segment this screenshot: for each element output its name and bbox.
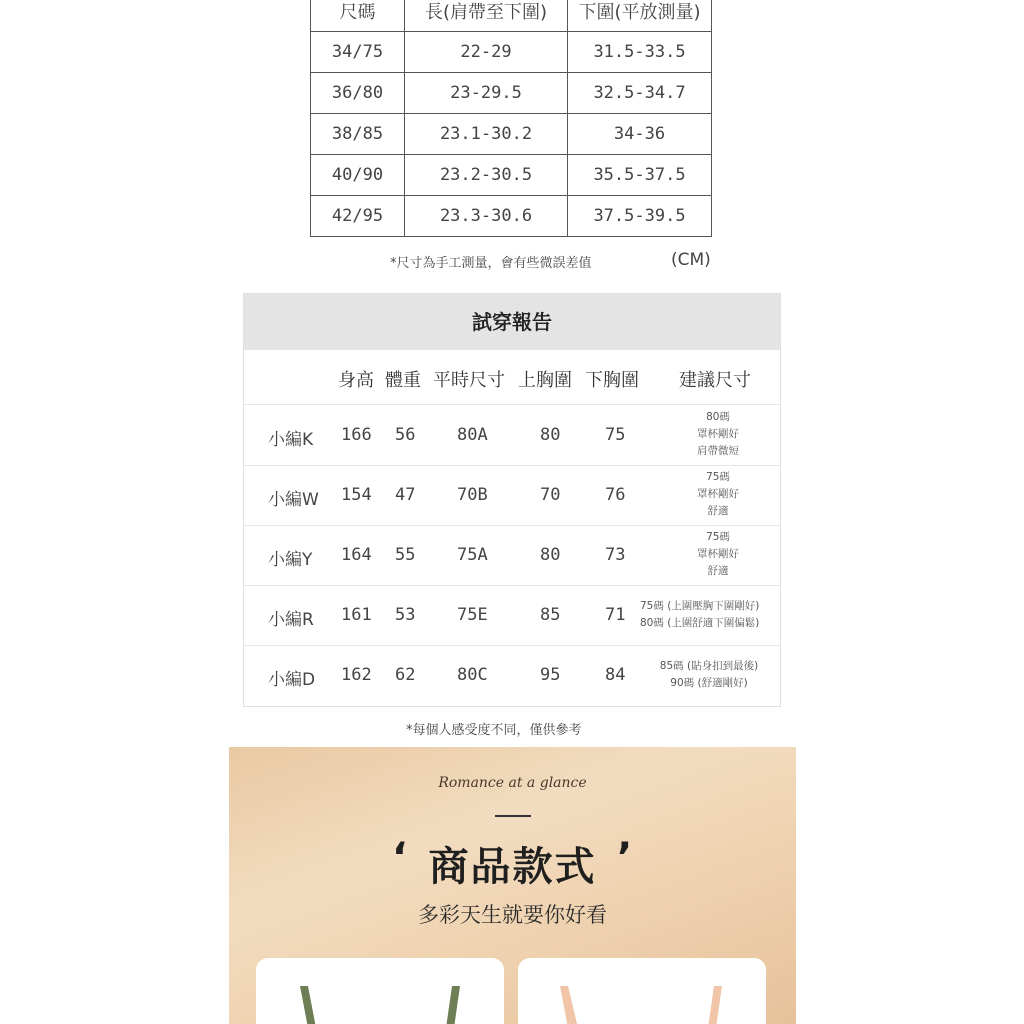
tester-under-bust: 73 (605, 545, 626, 565)
trial-report-header-row (244, 350, 780, 405)
pink-bra-image (518, 958, 766, 1024)
length-cell: 23.3-30.6 (405, 196, 568, 237)
trial-report-row (244, 585, 780, 646)
tester-weight: 56 (395, 425, 416, 445)
tester-weight: 53 (395, 605, 416, 625)
tester-under-bust: 75 (605, 425, 626, 445)
suggestion-line: 舒適 (707, 505, 729, 517)
tester-usual-size: 75A (457, 545, 488, 565)
suggested-size (644, 658, 774, 692)
suggestion-line: 75碼 (706, 471, 730, 483)
size-chart-header: 長(肩帶至下圍) (405, 0, 568, 32)
suggested-size (674, 529, 762, 580)
banner-divider (495, 815, 531, 817)
length-cell: 23.2-30.5 (405, 155, 568, 196)
underband-cell: 31.5-33.5 (568, 32, 712, 73)
trial-report-title: 試穿報告 (244, 294, 780, 350)
tester-name: 小編Y (268, 550, 313, 570)
product-style-banner (229, 747, 796, 1024)
size-chart-row (311, 114, 712, 155)
header-height: 身高 (338, 370, 374, 391)
close-quote-mark: ’ (617, 835, 633, 881)
tester-height: 161 (341, 605, 372, 625)
size-chart-row (311, 155, 712, 196)
suggestion-line: 罩杯剛好 (697, 548, 739, 560)
underband-cell: 32.5-34.7 (568, 73, 712, 114)
suggestion-line: 罩杯剛好 (697, 428, 739, 440)
tester-name: 小編R (268, 610, 314, 630)
suggestion-line: 75碼 (上圍壓胸下圍剛好) (640, 600, 760, 612)
tester-upper-bust: 85 (540, 605, 561, 625)
size-chart-table (310, 0, 712, 237)
suggestion-line: 罩杯剛好 (697, 488, 739, 500)
reference-note: *每個人感受度不同，僅供參考 (406, 723, 582, 738)
banner-title: 商品款式 (428, 844, 597, 890)
tester-weight: 55 (395, 545, 416, 565)
trial-report-row (244, 645, 780, 705)
header-upper-bust: 上胸圍 (518, 370, 572, 391)
tester-usual-size: 75E (457, 605, 488, 625)
header-under-bust: 下胸圍 (585, 370, 639, 391)
size-chart-row (311, 73, 712, 114)
tester-height: 162 (341, 665, 372, 685)
tester-weight: 47 (395, 485, 416, 505)
tester-upper-bust: 80 (540, 545, 561, 565)
tester-name: 小編K (268, 430, 314, 450)
tester-under-bust: 76 (605, 485, 626, 505)
size-chart-row (311, 196, 712, 237)
banner-tagline: 多彩天生就要你好看 (418, 903, 607, 927)
size-chart-row (311, 32, 712, 73)
tester-upper-bust: 95 (540, 665, 561, 685)
suggested-size (640, 598, 780, 632)
underband-cell: 35.5-37.5 (568, 155, 712, 196)
size-chart-header-row (311, 0, 712, 32)
tester-height: 154 (341, 485, 372, 505)
tester-upper-bust: 70 (540, 485, 561, 505)
trial-report-row (244, 405, 780, 466)
header-suggested-size: 建議尺寸 (679, 370, 751, 391)
tester-height: 166 (341, 425, 372, 445)
size-cell: 34/75 (311, 32, 405, 73)
tester-usual-size: 80A (457, 425, 488, 445)
suggestion-line: 75碼 (706, 531, 730, 543)
tester-height: 164 (341, 545, 372, 565)
size-cell: 36/80 (311, 73, 405, 114)
tester-name: 小編D (268, 670, 316, 690)
tester-under-bust: 71 (605, 605, 626, 625)
product-card-pink[interactable] (518, 958, 766, 1024)
suggested-size (674, 469, 762, 520)
product-card-green[interactable] (256, 958, 504, 1024)
tester-under-bust: 84 (605, 665, 626, 685)
suggestion-line: 90碼 (舒適剛好) (670, 677, 748, 689)
size-chart-header: 尺碼 (311, 0, 405, 32)
underband-cell: 34-36 (568, 114, 712, 155)
suggestion-line: 80碼 (上圍舒適下圍偏鬆) (640, 617, 760, 629)
banner-subtitle: Romance at a glance (438, 775, 587, 791)
trial-report-table (243, 293, 781, 707)
header-usual-size: 平時尺寸 (433, 370, 505, 391)
suggestion-line: 80碼 (706, 411, 730, 423)
measurement-note: *尺寸為手工測量，會有些微誤差值 (390, 256, 592, 271)
size-chart-header: 下圍(平放測量) (568, 0, 712, 32)
length-cell: 22-29 (405, 32, 568, 73)
trial-report-row (244, 465, 780, 526)
suggestion-line: 舒適 (707, 565, 729, 577)
size-cell: 40/90 (311, 155, 405, 196)
tester-name: 小編W (268, 490, 319, 510)
suggestion-line: 85碼 (貼身扣到最後) (659, 660, 759, 672)
suggestion-line: 肩帶微短 (697, 445, 739, 457)
tester-usual-size: 80C (457, 665, 488, 685)
trial-report-row (244, 525, 780, 586)
underband-cell: 37.5-39.5 (568, 196, 712, 237)
unit-label: (CM) (671, 250, 711, 270)
header-weight: 體重 (385, 370, 421, 391)
size-cell: 38/85 (311, 114, 405, 155)
length-cell: 23.1-30.2 (405, 114, 568, 155)
length-cell: 23-29.5 (405, 73, 568, 114)
size-cell: 42/95 (311, 196, 405, 237)
green-bra-image (256, 958, 504, 1024)
suggested-size (674, 409, 762, 460)
tester-weight: 62 (395, 665, 416, 685)
open-quote-mark: ‘ (392, 835, 408, 881)
tester-upper-bust: 80 (540, 425, 561, 445)
tester-usual-size: 70B (457, 485, 488, 505)
